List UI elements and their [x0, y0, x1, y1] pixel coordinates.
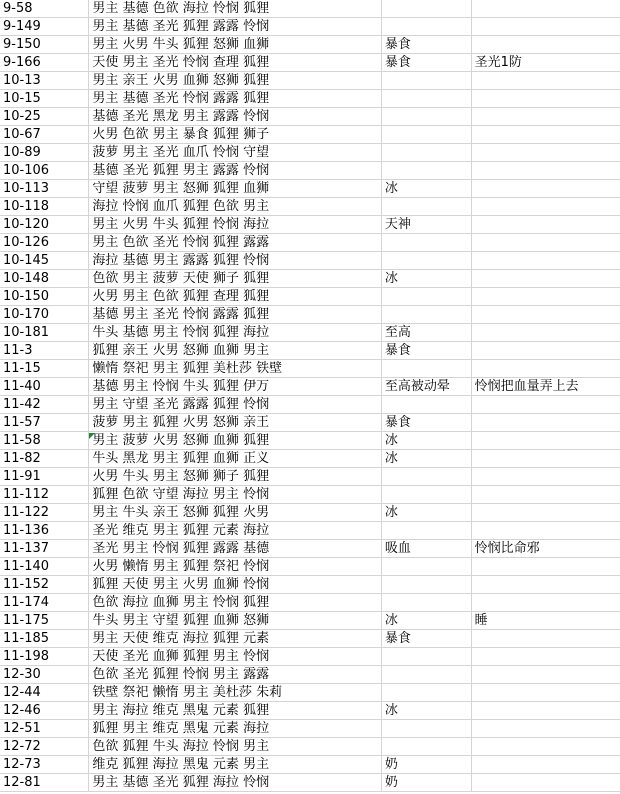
- cell-level-id[interactable]: 10-148: [0, 270, 89, 288]
- cell-level-id[interactable]: 11-137: [0, 540, 89, 558]
- cell-level-id[interactable]: 10-120: [0, 216, 89, 234]
- cell-note[interactable]: 暴食: [381, 630, 471, 648]
- table-row: [0, 90, 620, 108]
- table-row: [0, 630, 620, 648]
- cell-comment-marker: [89, 433, 95, 439]
- table-row: [0, 54, 620, 72]
- cell-note[interactable]: [381, 396, 471, 414]
- cell-remark[interactable]: [471, 18, 620, 36]
- cell-remark[interactable]: [471, 432, 620, 450]
- cell-remark[interactable]: [471, 288, 620, 306]
- cell-team[interactable]: 维克 狐狸 海拉 黑鬼 元素 男主: [89, 756, 382, 774]
- cell-note[interactable]: [381, 594, 471, 612]
- cell-level-id[interactable]: 11-140: [0, 558, 89, 576]
- cell-team[interactable]: 狐狸 天使 男主 火男 血狮 怜悯: [89, 576, 382, 594]
- cell-note[interactable]: 奶: [381, 756, 471, 774]
- cell-level-id[interactable]: 11-122: [0, 504, 89, 522]
- cell-team[interactable]: 狐狸 亲王 火男 怒狮 血狮 男主: [89, 342, 382, 360]
- table-row: [0, 36, 620, 54]
- cell-team[interactable]: 男主 海拉 维克 黑鬼 元素 狐狸: [89, 702, 382, 720]
- cell-team[interactable]: 海拉 基德 男主 露露 狐狸 怜悯: [89, 252, 382, 270]
- cell-team[interactable]: 狐狸 男主 维克 黑鬼 元素 海拉: [89, 720, 382, 738]
- cell-level-id[interactable]: 12-44: [0, 684, 89, 702]
- cell-team[interactable]: 火男 色欲 男主 暴食 狐狸 狮子: [89, 126, 382, 144]
- cell-note[interactable]: [381, 234, 471, 252]
- cell-team[interactable]: 基德 圣光 狐狸 男主 露露 怜悯: [89, 162, 382, 180]
- cell-note[interactable]: [381, 18, 471, 36]
- table-row: [0, 504, 620, 522]
- table-row: [0, 324, 620, 342]
- cell-note[interactable]: 暴食: [381, 342, 471, 360]
- cell-level-id[interactable]: 10-106: [0, 162, 89, 180]
- cell-team[interactable]: 男主 牛头 亲王 怒狮 狐狸 火男: [89, 504, 382, 522]
- table-row: [0, 180, 620, 198]
- cell-note[interactable]: [381, 306, 471, 324]
- cell-note[interactable]: [381, 198, 471, 216]
- cell-note[interactable]: [381, 90, 471, 108]
- cell-level-id[interactable]: 11-112: [0, 486, 89, 504]
- table-row: [0, 216, 620, 234]
- cell-note[interactable]: [381, 0, 471, 18]
- cell-note[interactable]: [381, 486, 471, 504]
- cell-level-id[interactable]: 11-57: [0, 414, 89, 432]
- cell-remark[interactable]: [471, 126, 620, 144]
- table-row: [0, 18, 620, 36]
- cell-note[interactable]: 天神: [381, 216, 471, 234]
- cell-team[interactable]: 天使 圣光 血狮 狐狸 男主 怜悯: [89, 648, 382, 666]
- cell-remark[interactable]: [471, 702, 620, 720]
- table-row: [0, 108, 620, 126]
- table-row: [0, 252, 620, 270]
- table-row: [0, 342, 620, 360]
- cell-note[interactable]: 冰: [381, 612, 471, 630]
- cell-team[interactable]: 圣光 男主 怜悯 狐狸 露露 基德: [89, 540, 382, 558]
- cell-level-id[interactable]: 10-150: [0, 288, 89, 306]
- cell-team[interactable]: 天使 男主 圣光 怜悯 查理 狐狸: [89, 54, 382, 72]
- cell-team[interactable]: 基德 男主 圣光 怜悯 露露 狐狸: [89, 306, 382, 324]
- cell-note[interactable]: 至高被动晕: [381, 378, 471, 396]
- table-row: [0, 522, 620, 540]
- cell-remark[interactable]: [471, 234, 620, 252]
- cell-level-id[interactable]: 9-58: [0, 0, 89, 18]
- cell-note[interactable]: 暴食: [381, 36, 471, 54]
- cell-note[interactable]: [381, 558, 471, 576]
- cell-remark[interactable]: [471, 738, 620, 756]
- cell-team[interactable]: 菠萝 男主 狐狸 火男 怒狮 亲王: [89, 414, 382, 432]
- cell-team[interactable]: 男主 基德 圣光 狐狸 露露 怜悯: [89, 18, 382, 36]
- cell-note[interactable]: 吸血: [381, 540, 471, 558]
- cell-level-id[interactable]: 12-30: [0, 666, 89, 684]
- cell-note[interactable]: 冰: [381, 270, 471, 288]
- table-row: [0, 0, 620, 18]
- table-row: [0, 360, 620, 378]
- cell-level-id[interactable]: 10-118: [0, 198, 89, 216]
- cell-team[interactable]: 男主 基德 圣光 怜悯 露露 狐狸: [89, 90, 382, 108]
- cell-remark[interactable]: [471, 306, 620, 324]
- cell-team[interactable]: 基德 圣光 黑龙 男主 露露 怜悯: [89, 108, 382, 126]
- cell-remark[interactable]: [471, 36, 620, 54]
- cell-level-id[interactable]: 11-15: [0, 360, 89, 378]
- table-row: [0, 396, 620, 414]
- table-row: [0, 738, 620, 756]
- cell-remark[interactable]: [471, 360, 620, 378]
- table-row: [0, 378, 620, 396]
- cell-team[interactable]: 色欲 圣光 狐狸 怜悯 男主 露露: [89, 666, 382, 684]
- cell-team[interactable]: 牛头 男主 守望 狐狸 血狮 怒狮: [89, 612, 382, 630]
- cell-remark[interactable]: 圣光1防: [471, 54, 620, 72]
- cell-level-id[interactable]: 11-198: [0, 648, 89, 666]
- table-row: [0, 540, 620, 558]
- cell-level-id[interactable]: 11-174: [0, 594, 89, 612]
- table-row: [0, 144, 620, 162]
- cell-team[interactable]: 菠萝 男主 圣光 血爪 怜悯 守望: [89, 144, 382, 162]
- cell-team[interactable]: 男主 亲王 火男 血狮 怒狮 狐狸: [89, 72, 382, 90]
- cell-note[interactable]: 冰: [381, 432, 471, 450]
- cell-level-id[interactable]: 9-166: [0, 54, 89, 72]
- cell-level-id[interactable]: 11-91: [0, 468, 89, 486]
- table-row: [0, 684, 620, 702]
- cell-note[interactable]: [381, 666, 471, 684]
- cell-team[interactable]: 男主 色欲 圣光 怜悯 狐狸 露露: [89, 234, 382, 252]
- cell-level-id[interactable]: 10-145: [0, 252, 89, 270]
- table-row: [0, 234, 620, 252]
- cell-remark[interactable]: [471, 180, 620, 198]
- table-row: [0, 702, 620, 720]
- cell-remark[interactable]: [471, 90, 620, 108]
- cell-level-id[interactable]: 10-89: [0, 144, 89, 162]
- table-row: [0, 414, 620, 432]
- cell-team[interactable]: 火男 男主 色欲 狐狸 查理 狐狸: [89, 288, 382, 306]
- cell-remark[interactable]: [471, 720, 620, 738]
- cell-level-id[interactable]: 10-13: [0, 72, 89, 90]
- cell-note[interactable]: [381, 648, 471, 666]
- cell-note[interactable]: 冰: [381, 180, 471, 198]
- table-row: [0, 162, 620, 180]
- cell-level-id[interactable]: 11-136: [0, 522, 89, 540]
- cell-remark[interactable]: [471, 0, 620, 18]
- cell-remark[interactable]: [471, 108, 620, 126]
- table-row: [0, 288, 620, 306]
- cell-level-id[interactable]: 12-46: [0, 702, 89, 720]
- cell-level-id[interactable]: 12-72: [0, 738, 89, 756]
- cell-note[interactable]: [381, 468, 471, 486]
- table-row: [0, 270, 620, 288]
- cell-note[interactable]: 暴食: [381, 54, 471, 72]
- cell-note[interactable]: 暴食: [381, 414, 471, 432]
- table-row: [0, 594, 620, 612]
- cell-note[interactable]: [381, 108, 471, 126]
- cell-note[interactable]: [381, 576, 471, 594]
- table-row: [0, 756, 620, 774]
- cell-remark[interactable]: [471, 216, 620, 234]
- cell-remark[interactable]: 睡: [471, 612, 620, 630]
- cell-team[interactable]: 男主 守望 圣光 露露 狐狸 怜悯: [89, 396, 382, 414]
- cell-note[interactable]: 冰: [381, 702, 471, 720]
- table-row: [0, 774, 620, 792]
- cell-remark[interactable]: [471, 558, 620, 576]
- cell-remark[interactable]: [471, 630, 620, 648]
- cell-note[interactable]: [381, 738, 471, 756]
- cell-team[interactable]: 色欲 狐狸 牛头 海拉 怜悯 男主: [89, 738, 382, 756]
- cell-level-id[interactable]: 10-126: [0, 234, 89, 252]
- cell-level-id[interactable]: 10-181: [0, 324, 89, 342]
- cell-team[interactable]: 牛头 黑龙 男主 狐狸 血狮 正义: [89, 450, 382, 468]
- cell-note[interactable]: [381, 72, 471, 90]
- cell-level-id[interactable]: 9-150: [0, 36, 89, 54]
- cell-remark[interactable]: [471, 252, 620, 270]
- cell-level-id[interactable]: 11-185: [0, 630, 89, 648]
- cell-level-id[interactable]: 11-175: [0, 612, 89, 630]
- cell-remark[interactable]: [471, 396, 620, 414]
- table-row: [0, 198, 620, 216]
- cell-level-id[interactable]: 11-3: [0, 342, 89, 360]
- cell-level-id[interactable]: 11-82: [0, 450, 89, 468]
- cell-remark[interactable]: [471, 468, 620, 486]
- table-row: [0, 666, 620, 684]
- cell-remark[interactable]: [471, 576, 620, 594]
- cell-remark[interactable]: [471, 342, 620, 360]
- cell-team[interactable]: 铁壁 祭祀 懒惰 男主 美杜莎 朱莉: [89, 684, 382, 702]
- cell-remark[interactable]: [471, 504, 620, 522]
- cell-remark[interactable]: [471, 414, 620, 432]
- cell-level-id[interactable]: 12-51: [0, 720, 89, 738]
- cell-remark[interactable]: 怜悯把血量弄上去: [471, 378, 620, 396]
- table-row: [0, 576, 620, 594]
- cell-remark[interactable]: [471, 648, 620, 666]
- cell-team[interactable]: 火男 懒惰 男主 狐狸 祭祀 怜悯: [89, 558, 382, 576]
- cell-level-id[interactable]: 12-81: [0, 774, 89, 792]
- table-row: [0, 306, 620, 324]
- cell-remark[interactable]: [471, 774, 620, 792]
- cell-team[interactable]: 男主 基德 圣光 狐狸 海拉 怜悯: [89, 774, 382, 792]
- cell-level-id[interactable]: 11-152: [0, 576, 89, 594]
- cell-level-id[interactable]: 10-113: [0, 180, 89, 198]
- cell-team[interactable]: 男主 天使 维克 海拉 狐狸 元素: [89, 630, 382, 648]
- cell-team[interactable]: 牛头 基德 男主 怜悯 狐狸 海拉: [89, 324, 382, 342]
- cell-team[interactable]: 色欲 海拉 血狮 男主 怜悯 狐狸: [89, 594, 382, 612]
- cell-remark[interactable]: [471, 198, 620, 216]
- table-row: [0, 468, 620, 486]
- cell-note[interactable]: [381, 522, 471, 540]
- cell-note[interactable]: [381, 144, 471, 162]
- cell-team[interactable]: 狐狸 色欲 守望 海拉 男主 怜悯: [89, 486, 382, 504]
- cell-team[interactable]: 男主 菠萝 火男 怒狮 血狮 狐狸: [89, 432, 382, 450]
- cell-team[interactable]: 圣光 维克 男主 狐狸 元素 海拉: [89, 522, 382, 540]
- cell-team[interactable]: 火男 牛头 男主 怒狮 狮子 狐狸: [89, 468, 382, 486]
- cell-note[interactable]: 冰: [381, 504, 471, 522]
- cell-level-id[interactable]: 11-42: [0, 396, 89, 414]
- cell-level-id[interactable]: 10-170: [0, 306, 89, 324]
- cell-team[interactable]: 色欲 男主 菠萝 天使 狮子 狐狸: [89, 270, 382, 288]
- cell-remark[interactable]: [471, 324, 620, 342]
- cell-team[interactable]: 男主 火男 牛头 狐狸 怜悯 海拉: [89, 216, 382, 234]
- table-row: [0, 558, 620, 576]
- cell-remark[interactable]: [471, 756, 620, 774]
- cell-remark[interactable]: [471, 72, 620, 90]
- cell-note[interactable]: [381, 288, 471, 306]
- cell-remark[interactable]: [471, 270, 620, 288]
- cell-team[interactable]: 懒惰 祭祀 男主 狐狸 美杜莎 铁壁: [89, 360, 382, 378]
- cell-team[interactable]: 海拉 怜悯 血爪 狐狸 色欲 男主: [89, 198, 382, 216]
- cell-level-id[interactable]: 10-67: [0, 126, 89, 144]
- cell-note[interactable]: [381, 162, 471, 180]
- cell-level-id[interactable]: 12-73: [0, 756, 89, 774]
- table-row: [0, 720, 620, 738]
- table-row: [0, 450, 620, 468]
- cell-note[interactable]: [381, 360, 471, 378]
- cell-note[interactable]: [381, 252, 471, 270]
- table-row: [0, 612, 620, 630]
- cell-level-id[interactable]: 10-15: [0, 90, 89, 108]
- cell-remark[interactable]: 怜悯比命邪: [471, 540, 620, 558]
- table-row: [0, 648, 620, 666]
- table-row: [0, 72, 620, 90]
- cell-note[interactable]: [381, 684, 471, 702]
- cell-remark[interactable]: [471, 486, 620, 504]
- cell-level-id[interactable]: 11-58: [0, 432, 89, 450]
- cell-remark[interactable]: [471, 522, 620, 540]
- cell-note[interactable]: 至高: [381, 324, 471, 342]
- table-row: [0, 126, 620, 144]
- cell-note[interactable]: [381, 720, 471, 738]
- cell-note[interactable]: 冰: [381, 450, 471, 468]
- cell-remark[interactable]: [471, 144, 620, 162]
- cell-level-id[interactable]: 9-149: [0, 18, 89, 36]
- cell-team[interactable]: 男主 基德 色欲 海拉 怜悯 狐狸: [89, 0, 382, 18]
- cell-remark[interactable]: [471, 594, 620, 612]
- cell-level-id[interactable]: 11-40: [0, 378, 89, 396]
- cell-level-id[interactable]: 10-25: [0, 108, 89, 126]
- cell-team[interactable]: 男主 火男 牛头 狐狸 怒狮 血狮: [89, 36, 382, 54]
- cell-remark[interactable]: [471, 666, 620, 684]
- cell-remark[interactable]: [471, 162, 620, 180]
- cell-team[interactable]: 基德 男主 怜悯 牛头 狐狸 伊万: [89, 378, 382, 396]
- cell-team[interactable]: 守望 菠萝 男主 怒狮 狐狸 血狮: [89, 180, 382, 198]
- cell-note[interactable]: 奶: [381, 774, 471, 792]
- cell-note[interactable]: [381, 126, 471, 144]
- table-row: [0, 486, 620, 504]
- cell-remark[interactable]: [471, 450, 620, 468]
- cell-remark[interactable]: [471, 684, 620, 702]
